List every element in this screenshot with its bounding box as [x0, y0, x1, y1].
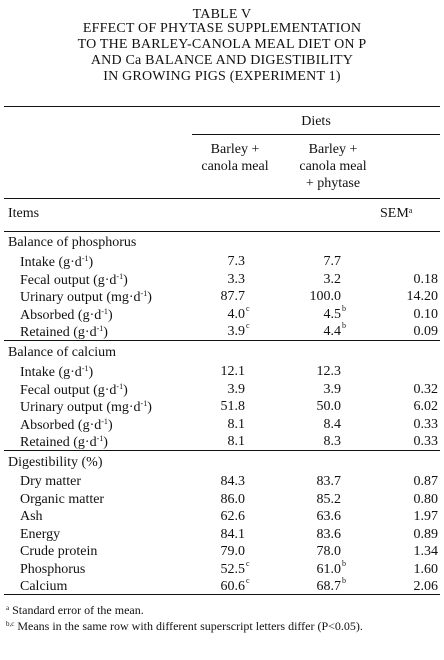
top-rule — [4, 106, 440, 107]
cell-value: 50.0 — [316, 399, 341, 414]
row-label — [20, 562, 85, 578]
cell-value: 3.9 — [227, 324, 245, 339]
value-barley-canola — [221, 289, 246, 305]
significance-letter: b — [342, 303, 346, 313]
value-barley-canola-phytase — [324, 254, 342, 270]
cell-value: 4.5 — [323, 306, 341, 322]
cell-value: 78.0 — [316, 544, 341, 559]
cell-value: 3.2 — [323, 271, 341, 287]
row-label — [20, 364, 93, 381]
section-rule — [4, 340, 440, 341]
cell-value: 86.0 — [220, 491, 245, 507]
cell-value: 68.7 — [316, 579, 341, 594]
value-sem: 14.20 — [406, 289, 438, 304]
unit-exponent: -1 — [81, 254, 89, 263]
row-label-text: Ash — [20, 509, 43, 524]
row-label-text: Urinary output (mg·d — [20, 400, 141, 415]
cell-value: 8.1 — [227, 434, 245, 449]
row-label — [20, 307, 113, 324]
significance-letter: c — [246, 576, 250, 585]
value-sem: 0.87 — [413, 474, 438, 489]
cell-value: 62.6 — [220, 509, 245, 524]
value-sem: 0.32 — [413, 381, 438, 397]
sem-footnote-mark: a — [408, 206, 413, 215]
row-label-text: Retained (g·d — [20, 435, 97, 450]
row-label-text: Urinary output (mg·d — [20, 290, 141, 305]
table-row — [0, 399, 444, 416]
value-barley-canola-phytase — [324, 272, 342, 288]
section-rule — [4, 450, 440, 451]
unit-exponent: -1 — [116, 271, 124, 281]
value-barley-canola-phytase — [316, 558, 346, 578]
value-barley-canola-phytase — [317, 544, 342, 560]
value-barley-canola-phytase — [324, 434, 342, 450]
sem-header — [380, 206, 412, 222]
value-barley-canola-phytase — [310, 289, 342, 305]
row-label — [20, 272, 128, 289]
unit-exponent: -1 — [116, 381, 124, 391]
value-barley-canola — [227, 303, 250, 323]
footnote-mark: b,c — [6, 620, 15, 628]
value-barley-canola-phytase — [317, 492, 342, 508]
table-row — [0, 544, 444, 561]
row-label-text: Absorbed (g·d — [20, 307, 102, 323]
significance-letter: b — [342, 558, 346, 568]
footnote-mark: a — [6, 604, 10, 612]
column-header-line: Barley + — [210, 142, 260, 157]
row-label — [20, 492, 104, 508]
row-label-tail: ) — [147, 290, 152, 305]
value-sem: 1.60 — [413, 561, 438, 577]
value-barley-canola — [221, 527, 246, 543]
value-sem: 0.33 — [413, 434, 438, 449]
diets-rule — [192, 134, 440, 135]
row-label-text: Organic matter — [20, 491, 105, 507]
unit-exponent: -1 — [140, 289, 148, 298]
cell-value: 3.9 — [227, 381, 245, 397]
section-heading: Digestibility (%) — [8, 455, 103, 470]
row-label-tail: ) — [147, 400, 152, 415]
cell-value: 84.1 — [220, 526, 245, 542]
row-label-text: Intake (g·d — [20, 365, 82, 380]
value-barley-canola-phytase — [317, 509, 342, 525]
row-label — [20, 579, 67, 595]
row-label — [20, 417, 113, 434]
row-label-text: Dry matter — [20, 474, 82, 489]
row-label-tail: ) — [103, 435, 108, 450]
value-barley-canola-phytase — [317, 474, 342, 490]
table-row — [0, 272, 444, 289]
unit-exponent: -1 — [101, 306, 108, 316]
unit-exponent: -1 — [96, 434, 104, 443]
table-row — [0, 364, 444, 381]
value-barley-canola — [221, 492, 246, 508]
table-row — [0, 321, 444, 341]
cell-value: 84.3 — [220, 474, 245, 489]
column-header-line: + phytase — [305, 176, 361, 191]
significance-letter: b — [342, 321, 346, 330]
cell-value: 7.7 — [323, 254, 341, 269]
cell-value: 12.1 — [220, 364, 245, 379]
value-sem: 1.97 — [413, 509, 438, 524]
significance-letter: b — [342, 576, 346, 585]
row-label — [20, 382, 128, 399]
row-label-text: Phosphorus — [20, 561, 86, 577]
row-label-tail: ) — [123, 382, 128, 398]
value-sem: 2.06 — [413, 579, 438, 594]
value-barley-canola-phytase — [317, 399, 342, 415]
row-label — [20, 289, 152, 306]
value-barley-canola — [221, 364, 246, 380]
value-barley-canola — [221, 474, 246, 490]
cell-value: 63.6 — [316, 509, 341, 524]
value-barley-canola — [220, 576, 250, 595]
value-sem: 0.80 — [413, 491, 438, 507]
table-row — [0, 509, 444, 526]
row-label-text: Absorbed (g·d — [20, 417, 102, 433]
value-sem: 0.33 — [413, 416, 438, 432]
cell-value: 51.8 — [220, 399, 245, 414]
column-header-line: Barley + — [308, 142, 358, 157]
value-barley-canola — [228, 272, 246, 288]
row-label — [20, 527, 60, 543]
significance-letter: c — [246, 303, 250, 313]
table-row — [0, 527, 444, 544]
cell-value: 12.3 — [316, 364, 341, 379]
value-barley-canola-phytase — [323, 303, 346, 323]
cell-value: 3.9 — [323, 381, 341, 397]
table-title-line-1: EFFECT OF PHYTASE SUPPLEMENTATION — [82, 21, 362, 36]
value-sem: 1.34 — [413, 544, 438, 559]
row-label-tail: ) — [88, 365, 94, 380]
footnote-bc — [6, 617, 440, 634]
section-heading: Balance of phosphorus — [8, 235, 137, 250]
value-barley-canola — [227, 321, 250, 340]
table-row — [0, 434, 444, 451]
row-label — [20, 254, 93, 271]
sem-header-text: SEM — [380, 206, 409, 221]
value-barley-canola-phytase — [317, 527, 342, 543]
value-sem: 0.10 — [413, 306, 438, 322]
table-row — [0, 492, 444, 509]
value-barley-canola-phytase — [323, 321, 346, 340]
value-sem: 0.09 — [413, 324, 438, 339]
value-barley-canola — [228, 434, 246, 450]
cell-value: 100.0 — [309, 289, 341, 304]
table-title-line-4: IN GROWING PIGS (EXPERIMENT 1) — [103, 69, 341, 84]
row-label-tail: ) — [88, 255, 94, 270]
table-row — [0, 417, 444, 434]
value-barley-canola — [228, 382, 246, 398]
value-sem: 0.89 — [413, 526, 438, 542]
row-label-tail: ) — [107, 417, 113, 433]
table-row — [0, 382, 444, 399]
row-label — [20, 434, 108, 451]
unit-exponent: -1 — [101, 416, 108, 426]
value-barley-canola — [221, 509, 246, 525]
value-barley-canola — [221, 544, 246, 560]
table-row — [0, 558, 444, 579]
cell-value: 85.2 — [316, 491, 341, 507]
row-label-text: Calcium — [20, 579, 68, 594]
column-header-line: canola meal — [299, 159, 367, 174]
value-barley-canola-phytase — [324, 382, 342, 398]
cell-value: 8.1 — [227, 416, 245, 432]
row-label-tail: ) — [123, 272, 128, 288]
value-barley-canola — [221, 399, 246, 415]
row-label-text: Crude protein — [20, 544, 98, 559]
cell-value: 8.3 — [323, 434, 341, 449]
value-barley-canola-phytase — [316, 576, 346, 595]
cell-value: 87.7 — [220, 289, 245, 304]
cell-value: 4.0 — [227, 306, 245, 322]
header-rule — [4, 198, 440, 199]
items-header: Items — [8, 206, 40, 221]
row-label — [20, 399, 152, 416]
cell-value: 61.0 — [316, 561, 341, 577]
cell-value: 3.3 — [227, 271, 245, 287]
table-row — [0, 289, 444, 306]
row-label-text: Fecal output (g·d — [20, 272, 117, 288]
value-barley-canola-phytase — [324, 417, 342, 433]
value-sem: 0.18 — [413, 271, 438, 287]
footnote-text: Standard error of the mean. — [9, 603, 144, 617]
table-number: TABLE V — [192, 7, 252, 22]
footnote-text: Means in the same row with different superscript letters differ (P<0.05). — [14, 619, 363, 633]
significance-letter: c — [246, 558, 250, 568]
cell-value: 79.0 — [220, 544, 245, 559]
value-barley-canola — [220, 558, 250, 578]
row-label-tail: ) — [103, 325, 108, 340]
value-sem: 6.02 — [413, 399, 438, 414]
row-label — [20, 544, 97, 560]
cell-value: 60.6 — [220, 579, 245, 594]
value-barley-canola — [228, 417, 246, 433]
significance-letter: c — [246, 321, 250, 330]
row-label-text: Retained (g·d — [20, 325, 97, 340]
cell-value: 83.6 — [316, 526, 341, 542]
cell-value: 83.7 — [316, 474, 341, 489]
cell-value: 7.3 — [227, 254, 245, 269]
table-row — [0, 303, 444, 324]
row-label — [20, 324, 108, 341]
column-header-line: canola meal — [201, 159, 269, 174]
unit-exponent: -1 — [140, 399, 148, 408]
unit-exponent: -1 — [96, 324, 104, 333]
row-label-text: Fecal output (g·d — [20, 382, 117, 398]
unit-exponent: -1 — [81, 364, 89, 373]
section-heading: Balance of calcium — [8, 345, 117, 360]
row-label-text: Intake (g·d — [20, 255, 82, 270]
cell-value: 52.5 — [220, 561, 245, 577]
value-barley-canola-phytase — [317, 364, 342, 380]
row-label-tail: ) — [107, 307, 113, 323]
row-label — [20, 474, 81, 490]
column-header-barley-canola — [192, 141, 278, 175]
value-barley-canola — [228, 254, 246, 270]
cell-value: 4.4 — [323, 324, 341, 339]
column-header-barley-canola-phytase — [290, 141, 376, 192]
row-label-text: Energy — [20, 526, 61, 542]
table-title-line-3: AND Ca BALANCE AND DIGESTIBILITY — [90, 53, 354, 68]
bottom-rule — [4, 594, 440, 595]
body-rule — [4, 231, 440, 232]
diets-header: Diets — [301, 114, 331, 129]
table-title-line-2: TO THE BARLEY-CANOLA MEAL DIET ON P — [77, 37, 367, 52]
table-row — [0, 254, 444, 271]
cell-value: 8.4 — [323, 416, 341, 432]
row-label — [20, 509, 43, 525]
footnote-a — [6, 601, 440, 618]
table-row — [0, 474, 444, 491]
